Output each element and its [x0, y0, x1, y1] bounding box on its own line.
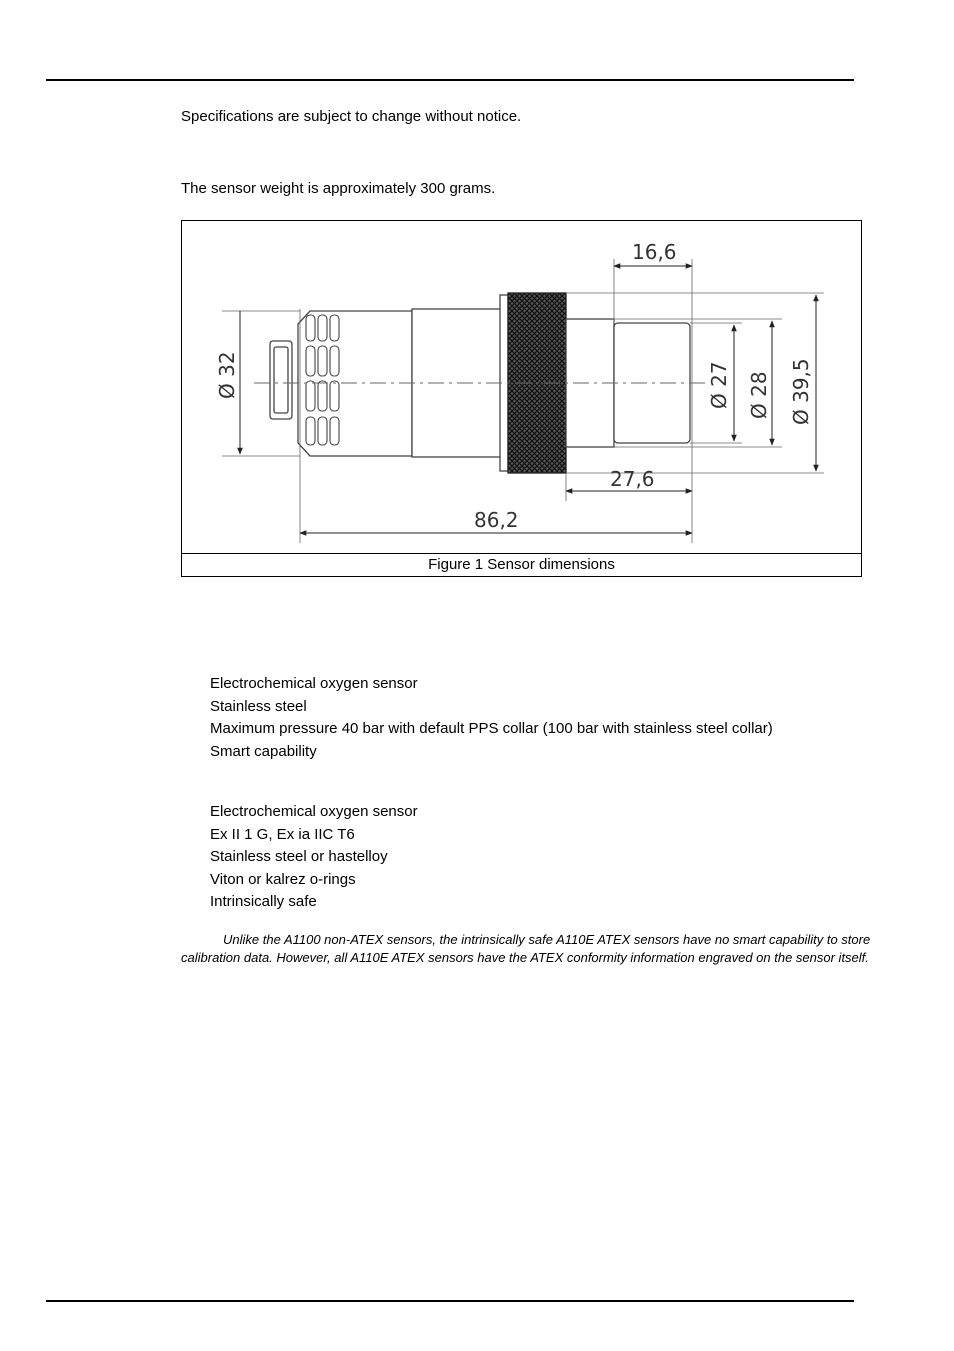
- list-item: Stainless steel or hastelloy: [210, 848, 388, 865]
- list-item: Ex II 1 G, Ex ia IIC T6: [210, 825, 355, 843]
- dim-16-6: 16,6: [632, 240, 677, 264]
- dim-d39-5: Ø 39,5: [789, 358, 813, 425]
- sensor-figure: [181, 220, 862, 577]
- spec-notice: Specifications are subject to change without notice.: [181, 108, 522, 125]
- dim-d27: Ø 27: [707, 361, 731, 409]
- list-item: Smart capability: [210, 742, 317, 760]
- list-item: Electrochemical oxygen sensor: [210, 675, 418, 692]
- atex-note: Unlike the A1100 non-ATEX sensors, the intrinsically safe A110E ATEX sensors have no smart capability to store calibration data. However, all A110E ATEX sensors have the ATEX conformity information engraved on the sensor itself.: [181, 932, 871, 965]
- footer-rule: [46, 1300, 854, 1302]
- weight-text: The sensor weight is approximately 300 grams.: [181, 180, 496, 197]
- dim-d32: Ø 32: [215, 351, 239, 399]
- list-item: Electrochemical oxygen sensor: [210, 803, 418, 820]
- header-rule: [46, 79, 854, 81]
- dim-86-2: 86,2: [474, 508, 519, 532]
- list-item: Maximum pressure 40 bar with default PPS collar (100 bar with stainless steel collar): [210, 720, 773, 737]
- list-item: Viton or kalrez o-rings: [210, 870, 356, 888]
- list-item: Intrinsically safe: [210, 893, 317, 910]
- figure-caption: Figure 1 Sensor dimensions: [182, 553, 861, 577]
- a110e-feature-list: [210, 801, 418, 914]
- dim-d28: Ø 28: [747, 371, 771, 419]
- a1100-feature-list: [210, 673, 773, 763]
- sensor-drawing: [182, 221, 861, 553]
- list-item: Stainless steel: [210, 697, 307, 715]
- dim-27-6: 27,6: [610, 467, 655, 491]
